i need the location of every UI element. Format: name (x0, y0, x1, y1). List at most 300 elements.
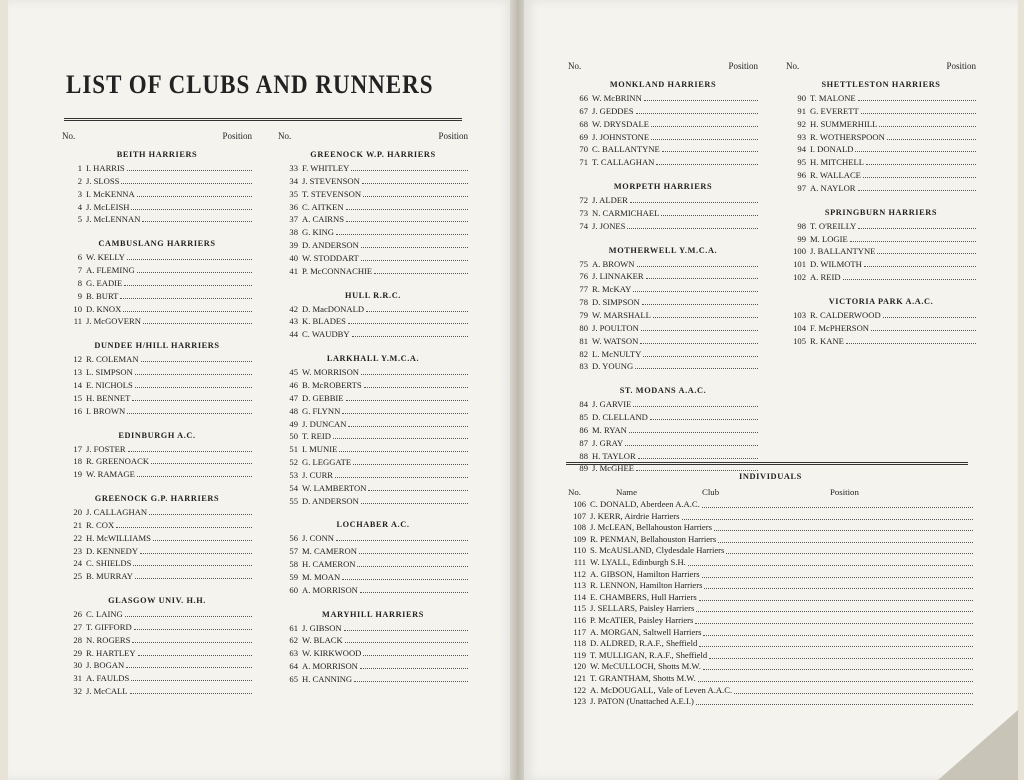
position-blank (352, 328, 468, 337)
runner-row (278, 226, 468, 239)
runner-number: 34 (289, 175, 298, 186)
runner-name: D. YOUNG (592, 361, 634, 372)
individual-name-club: E. CHAMBERS, Hull Harriers (590, 591, 697, 602)
runner-number: 61 (289, 622, 298, 633)
runner-name: P. McCONNACHIE (302, 265, 373, 276)
individuals-name-header: Name (616, 487, 638, 497)
individual-row (568, 499, 973, 511)
runner-name: J. McGHEE (592, 463, 635, 474)
runner-row (568, 143, 758, 156)
position-blank (138, 647, 252, 656)
position-blank (127, 251, 252, 260)
position-blank (858, 182, 976, 191)
runner-number: 37 (289, 214, 298, 225)
individual-name-club: A. McDOUGALL, Vale of Leven A.A.C. (590, 684, 733, 695)
runner-number: 52 (289, 457, 298, 468)
position-blank (354, 673, 468, 682)
position-blank (336, 226, 468, 235)
runner-number: 8 (77, 277, 82, 288)
position-blank (128, 443, 252, 452)
runner-row (568, 437, 758, 450)
runner-name: J. SLOSS (86, 175, 120, 186)
position-blank (682, 511, 974, 520)
runner-row (278, 379, 468, 392)
runner-row (278, 213, 468, 226)
runner-name: T. GIFFORD (86, 621, 132, 632)
individuals-heading: INDIVIDUALS (739, 472, 802, 481)
runner-row (278, 673, 468, 686)
position-blank (699, 638, 973, 647)
position-blank (698, 673, 973, 682)
runner-number: 20 (73, 507, 82, 518)
runner-number: 72 (579, 195, 588, 206)
runner-row (278, 315, 468, 328)
runner-name: D. MacDONALD (302, 303, 365, 314)
individual-row (568, 673, 973, 685)
individual-number: 123 (573, 696, 586, 707)
runner-name: H. CANNING (302, 674, 353, 684)
runner-name: A. MORRISON (302, 584, 358, 595)
position-blank (866, 156, 976, 165)
runner-name: N. CARMICHAEL (592, 207, 660, 218)
position-blank (346, 392, 468, 401)
runner-number: 75 (579, 258, 588, 269)
club-heading: MORPETH HARRIERS (613, 182, 713, 192)
runner-number: 25 (73, 571, 82, 582)
position-blank (861, 105, 976, 114)
position-blank (644, 92, 758, 101)
runner-name: H. SUMMERHILL (810, 118, 878, 129)
folded-corner (938, 710, 1018, 780)
position-blank (703, 661, 973, 670)
runner-row (568, 411, 758, 424)
position-blank (127, 405, 252, 414)
runner-name: W. MORRISON (302, 367, 359, 378)
position-blank (858, 220, 976, 229)
runner-row (62, 315, 252, 328)
runner-row (568, 398, 758, 411)
runner-number: 46 (289, 379, 298, 390)
position-blank (153, 532, 252, 541)
club-heading: CAMBUSLANG HARRIERS (98, 239, 216, 249)
runner-name: L. SIMPSON (86, 367, 133, 378)
runner-number: 54 (289, 482, 298, 493)
runner-name: H. TAYLOR (592, 450, 636, 461)
runner-name: G. EVERETT (810, 105, 859, 116)
runner-row (568, 131, 758, 144)
runner-name: N. ROGERS (86, 634, 131, 645)
runner-row (568, 156, 758, 169)
position-blank (132, 634, 252, 643)
runner-number: 105 (793, 335, 806, 346)
runner-row (568, 258, 758, 271)
club-heading: MONKLAND HARRIERS (609, 80, 717, 89)
runner-name: G. LEGGATE (302, 457, 352, 468)
runner-name: I. HARRIS (86, 163, 125, 173)
position-blank (124, 277, 252, 286)
runner-name: J. STEVENSON (302, 175, 360, 186)
club-heading: VICTORIA PARK A.A.C. (828, 296, 934, 306)
position-blank (333, 430, 468, 439)
runner-row (278, 482, 468, 495)
position-blank (361, 495, 468, 504)
individual-name-club: A. MORGAN, Saltwell Harriers (590, 626, 702, 637)
club-heading: LARKHALL Y.M.C.A. (326, 354, 420, 364)
club-spacer (568, 169, 758, 181)
individual-row (568, 661, 973, 673)
position-blank (135, 570, 252, 579)
position-blank (879, 118, 976, 127)
runner-name: J. LINNAKER (592, 271, 644, 282)
runner-number: 44 (289, 329, 298, 340)
runner-number: 17 (73, 443, 82, 454)
runner-row (62, 303, 252, 316)
runner-number: 94 (797, 144, 806, 155)
individual-name-club: T. GRANTHAM, Shotts M.W. (590, 672, 696, 683)
runner-row (62, 532, 252, 545)
runner-number: 38 (289, 227, 298, 238)
runner-row (786, 156, 976, 169)
runner-row (786, 335, 976, 348)
position-blank (135, 366, 252, 375)
runner-row (62, 685, 252, 698)
runner-row (278, 239, 468, 252)
no-header: No. (568, 61, 582, 71)
individual-name-club: J. SELLARS, Paisley Harriers (590, 603, 695, 614)
position-blank (718, 534, 973, 543)
club-spacer (568, 373, 758, 385)
club-heading: DUNDEE H/HILL HARRIERS (94, 341, 220, 351)
runner-number: 26 (73, 609, 82, 620)
position-blank (714, 522, 973, 531)
club-spacer (278, 341, 468, 353)
position-header: Position (222, 131, 252, 141)
position-blank (871, 322, 976, 331)
individual-row (568, 557, 973, 569)
runner-name: H. BENNET (86, 392, 131, 403)
runner-name: T. MALONE (810, 93, 856, 103)
individual-name-club: J. PATON (Unattached A.E.I.) (590, 696, 694, 707)
no-header: No. (278, 131, 292, 141)
club-spacer (62, 418, 252, 430)
club-heading: GREENOCK G.P. HARRIERS (94, 494, 220, 504)
individual-name-club: A. GIBSON, Hamilton Harriers (590, 568, 700, 579)
runner-name: C. WAUDBY (302, 329, 350, 340)
runner-name: R. CALDERWOOD (810, 309, 881, 320)
runner-row (62, 443, 252, 456)
runner-name: F. WHITLEY (302, 163, 350, 173)
runner-number: 23 (73, 545, 82, 556)
position-blank (703, 627, 973, 636)
runner-number: 31 (73, 673, 82, 684)
position-blank (362, 175, 468, 184)
runner-name: C. AITKEN (302, 201, 344, 212)
individual-name-club: J. McLEAN, Bellahouston Harriers (590, 522, 712, 533)
position-blank (846, 335, 976, 344)
runner-row (62, 570, 252, 583)
runner-name: J. GRAY (592, 437, 624, 448)
position-blank (142, 213, 252, 222)
club-spacer (62, 481, 252, 493)
runner-row (278, 162, 468, 175)
runner-number: 12 (73, 354, 82, 365)
runner-name: G. FLYNN (302, 405, 341, 416)
runner-number: 29 (73, 647, 82, 658)
position-blank (361, 366, 468, 375)
individual-number: 116 (573, 614, 586, 625)
runner-name: M. LOGIE (810, 233, 848, 244)
position-blank (127, 162, 252, 171)
runner-row (62, 213, 252, 226)
runner-number: 13 (73, 367, 82, 378)
runner-name: W. RAMAGE (86, 469, 135, 480)
runner-row (278, 418, 468, 431)
runner-name: B. BURT (86, 290, 119, 301)
runner-row (786, 245, 976, 258)
individual-row (568, 511, 973, 523)
position-blank (643, 348, 758, 357)
position-blank (635, 360, 758, 369)
position-blank (661, 207, 758, 216)
runner-row (568, 335, 758, 348)
runner-row (568, 118, 758, 131)
runner-row (278, 469, 468, 482)
position-blank (704, 580, 973, 589)
runner-name: M. RYAN (592, 424, 627, 435)
individual-name-club: R. PENMAN, Bellahouston Harriers (590, 533, 717, 544)
runner-row (786, 322, 976, 335)
runner-row (278, 175, 468, 188)
runner-number: 5 (77, 214, 82, 225)
runner-row (62, 188, 252, 201)
runner-row (278, 558, 468, 571)
runner-name: T. STEVENSON (302, 188, 362, 199)
runner-row (278, 201, 468, 214)
runner-name: J. GIBSON (302, 622, 342, 633)
runner-row (278, 252, 468, 265)
club-spacer (278, 507, 468, 519)
runner-row (278, 584, 468, 597)
individual-number: 119 (573, 649, 586, 660)
runner-number: 84 (579, 399, 588, 410)
position-blank (734, 685, 973, 694)
position-blank (850, 233, 976, 242)
individual-number: 118 (573, 638, 586, 649)
runner-number: 50 (289, 431, 298, 442)
position-blank (126, 659, 252, 668)
individuals-column-headers (568, 487, 973, 499)
runner-number: 77 (579, 284, 588, 295)
runner-name: T. CALLAGHAN (592, 157, 655, 168)
individual-number: 114 (573, 591, 586, 602)
individual-row (568, 685, 973, 697)
runner-number: 64 (289, 661, 298, 672)
runner-name: I. BROWN (86, 405, 126, 416)
runner-row (278, 265, 468, 278)
position-blank (696, 696, 973, 705)
runner-number: 62 (289, 635, 298, 646)
position-blank (143, 315, 252, 324)
runner-row (786, 131, 976, 144)
position-blank (646, 270, 758, 279)
position-blank (883, 309, 976, 318)
position-blank (123, 303, 252, 312)
runner-number: 40 (289, 252, 298, 263)
position-blank (656, 156, 758, 165)
runner-row (786, 105, 976, 118)
runner-row (62, 264, 252, 277)
runner-number: 104 (793, 322, 806, 333)
club-heading: LOCHABER A.C. (336, 520, 410, 530)
individual-name-club: W. LYALL, Edinburgh S.H. (590, 556, 686, 567)
runner-number: 67 (579, 105, 588, 116)
runner-row (62, 659, 252, 672)
runner-name: W. WATSON (592, 335, 639, 346)
runner-number: 100 (793, 246, 806, 257)
individual-number: 117 (573, 626, 586, 637)
runner-row (278, 622, 468, 635)
position-blank (336, 532, 468, 541)
position-blank (688, 557, 973, 566)
position-blank (353, 456, 468, 465)
position-blank (864, 258, 976, 267)
individual-row (568, 522, 973, 534)
runners-column-4 (786, 60, 976, 348)
position-blank (640, 335, 758, 344)
no-header: No. (62, 131, 76, 141)
runner-number: 99 (797, 233, 806, 244)
runner-number: 2 (77, 175, 82, 186)
runner-name: D. CLELLAND (592, 412, 648, 423)
runner-row (568, 309, 758, 322)
runner-row (568, 207, 758, 220)
club-spacer (786, 195, 976, 207)
runner-name: M. CAMERON (302, 546, 357, 557)
individual-row (568, 592, 973, 604)
club-spacer (278, 278, 468, 290)
position-blank (627, 220, 758, 229)
individual-number: 108 (573, 522, 586, 533)
runner-row (568, 194, 758, 207)
individual-number: 115 (573, 603, 586, 614)
club-heading: SHETTLESTON HARRIERS (821, 80, 941, 89)
runner-number: 73 (579, 207, 588, 218)
runner-name: R. KANE (810, 335, 844, 346)
runner-number: 14 (73, 379, 82, 390)
runner-number: 71 (579, 157, 588, 168)
individual-number: 109 (573, 533, 586, 544)
individual-name-club: T. MULLIGAN, R.A.F., Sheffield (590, 649, 708, 660)
runner-row (278, 495, 468, 508)
runner-name: W. BLACK (302, 635, 343, 646)
position-blank (344, 622, 468, 631)
runner-number: 30 (73, 660, 82, 671)
runner-row (62, 468, 252, 481)
runner-number: 4 (77, 201, 82, 212)
runner-row (568, 348, 758, 361)
club-spacer (568, 233, 758, 245)
runner-row (278, 571, 468, 584)
runner-number: 81 (579, 335, 588, 346)
runner-name: D. ANDERSON (302, 495, 359, 506)
runner-row (62, 251, 252, 264)
individual-number: 110 (573, 545, 586, 556)
individual-name-club: P. McATIER, Paisley Harriers (590, 614, 694, 625)
runner-name: B. MURRAY (86, 571, 133, 582)
club-heading: MARYHILL HARRIERS (322, 609, 424, 619)
runner-name: A. FAULDS (86, 673, 130, 684)
individuals-section (568, 472, 973, 708)
runner-number: 102 (793, 272, 806, 283)
runner-row (278, 456, 468, 469)
position-blank (346, 201, 468, 210)
runner-number: 6 (77, 252, 82, 263)
runner-number: 41 (289, 265, 298, 276)
position-blank (132, 392, 252, 401)
club-heading: GREENOCK W.P. HARRIERS (310, 150, 436, 159)
runner-number: 95 (797, 157, 806, 168)
runner-number: 59 (289, 571, 298, 582)
runner-name: D. KENNEDY (86, 545, 139, 556)
runner-name: J. GEDDES (592, 105, 634, 116)
runner-number: 56 (289, 533, 298, 544)
runner-row (278, 443, 468, 456)
position-blank (364, 379, 468, 388)
runner-name: J. CALLAGHAN (86, 507, 148, 518)
position-blank (699, 592, 973, 601)
individual-number: 113 (573, 580, 586, 591)
runner-number: 18 (73, 456, 82, 467)
individual-name-club: R. LENNON, Hamilton Harriers (590, 580, 703, 591)
runner-name: R. McKAY (592, 284, 632, 295)
runner-number: 55 (289, 495, 298, 506)
runner-row (568, 424, 758, 437)
position-blank (357, 558, 468, 567)
individuals-rule (566, 462, 968, 465)
runner-name: T. REID (302, 431, 331, 442)
runner-name: H. CAMERON (302, 559, 356, 570)
runner-number: 22 (73, 532, 82, 543)
runner-number: 80 (579, 322, 588, 333)
runner-row (568, 450, 758, 463)
runner-row (278, 303, 468, 316)
position-blank (135, 379, 252, 388)
individual-row (568, 545, 973, 557)
individual-name-club: J. KERR, Airdrie Harriers (590, 510, 680, 521)
individual-number: 106 (573, 499, 586, 509)
position-blank (633, 398, 758, 407)
runner-name: W. MARSHALL (592, 309, 651, 320)
runner-row (568, 283, 758, 296)
individual-row (568, 627, 973, 639)
runner-number: 93 (797, 131, 806, 142)
runner-number: 28 (73, 634, 82, 645)
runner-name: J. ALDER (592, 195, 628, 206)
runner-number: 85 (579, 412, 588, 423)
runner-name: A. REID (810, 272, 841, 283)
runner-row (786, 233, 976, 246)
runner-name: R. WALLACE (810, 170, 861, 181)
position-blank (651, 131, 758, 140)
individual-row (568, 638, 973, 650)
runner-row (278, 366, 468, 379)
runner-row (568, 92, 758, 105)
individual-number: 121 (573, 672, 586, 683)
runner-number: 1 (77, 163, 82, 173)
runner-number: 49 (289, 418, 298, 429)
runner-name: C. BALLANTYNE (592, 144, 660, 155)
individuals-no-header: No. (568, 487, 581, 497)
